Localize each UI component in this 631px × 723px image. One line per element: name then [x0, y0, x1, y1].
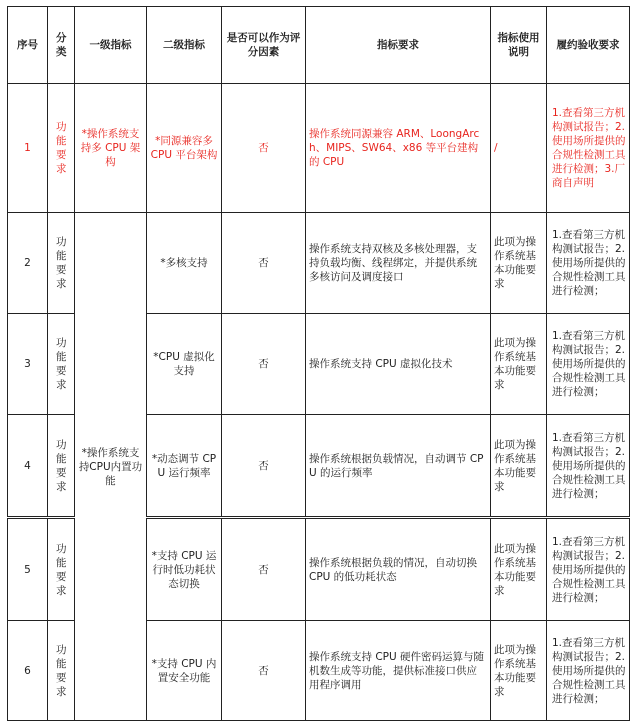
header-level2: 二级指标 [147, 7, 222, 84]
row-category: 功能要求 [48, 84, 75, 213]
row-requirement: 操作系统支持 CPU 硬件密码运算与随机数生成等功能，提供标准接口供应用程序调用 [306, 621, 491, 721]
row-category: 功能要求 [48, 621, 75, 721]
table-row [8, 213, 630, 314]
row-category: 功能要求 [48, 518, 75, 621]
row-scoring: 否 [222, 621, 306, 721]
row-requirement: 操作系统根据负载的情况，自动切换 CPU 的低功耗状态 [306, 518, 491, 621]
row-category: 功能要求 [48, 213, 75, 314]
row-usage-note: 此项为操作系统基本功能要求 [491, 314, 547, 415]
row-requirement: 操作系统根据负载情况，自动调节 CPU 的运行频率 [306, 415, 491, 518]
header-category: 分类 [48, 7, 75, 84]
row-requirement: 操作系统支持双核及多核处理器，支持负载均衡、线程绑定，并提供系统多核访问及调度接口 [306, 213, 491, 314]
row-scoring: 否 [222, 213, 306, 314]
row-requirement: 操作系统支持 CPU 虚拟化技术 [306, 314, 491, 415]
row-no: 5 [8, 518, 48, 621]
requirements-table [7, 6, 630, 721]
row-acceptance: 1.查看第三方机构测试报告；2.使用场所提供的合规性检测工具进行检测； [547, 518, 630, 621]
row-usage-note: 此项为操作系统基本功能要求 [491, 518, 547, 621]
row-level2: *动态调节 CPU 运行频率 [147, 415, 222, 518]
row-usage-note: 此项为操作系统基本功能要求 [491, 213, 547, 314]
row-level2: *同源兼容多 CPU 平台架构 [147, 84, 222, 213]
row-usage-note: 此项为操作系统基本功能要求 [491, 621, 547, 721]
row-acceptance: 1.查看第三方机构测试报告；2.使用场所提供的合规性检测工具进行检测； [547, 621, 630, 721]
row-scoring: 否 [222, 314, 306, 415]
row-acceptance: 1.查看第三方机构测试报告；2.使用场所提供的合规性检测工具进行检测； [547, 314, 630, 415]
header-requirement: 指标要求 [306, 7, 491, 84]
header-usage-note: 指标使用说明 [491, 7, 547, 84]
header-acceptance: 履约验收要求 [547, 7, 630, 84]
header-scoring: 是否可以作为评分因素 [222, 7, 306, 84]
header-row [8, 7, 630, 84]
row-acceptance: 1.查看第三方机构测试报告；2.使用场所提供的合规性检测工具进行检测； [547, 415, 630, 518]
row-no: 2 [8, 213, 48, 314]
row-acceptance: 1.查看第三方机构测试报告；2.使用场所提供的合规性检测工具进行检测；3.厂商自声明 [547, 84, 630, 213]
row-usage-note: 此项为操作系统基本功能要求 [491, 415, 547, 518]
row-level2: *多核支持 [147, 213, 222, 314]
row-level1: *操作系统支持多 CPU 架构 [75, 84, 147, 213]
row-level1: *操作系统支持CPU内置功能 [75, 213, 147, 721]
row-usage-note: / [491, 84, 547, 213]
row-level2: *CPU 虚拟化支持 [147, 314, 222, 415]
row-no: 1 [8, 84, 48, 213]
row-category: 功能要求 [48, 314, 75, 415]
header-no: 序号 [8, 7, 48, 84]
row-scoring: 否 [222, 84, 306, 213]
row-scoring: 否 [222, 415, 306, 518]
row-level2: *支持 CPU 内置安全功能 [147, 621, 222, 721]
row-level2: *支持 CPU 运行时低功耗状态切换 [147, 518, 222, 621]
row-no: 6 [8, 621, 48, 721]
row-scoring: 否 [222, 518, 306, 621]
header-level1: 一级指标 [75, 7, 147, 84]
row-no: 4 [8, 415, 48, 518]
row-category: 功能要求 [48, 415, 75, 518]
table-row [8, 84, 630, 213]
row-no: 3 [8, 314, 48, 415]
row-requirement: 操作系统同源兼容 ARM、LoongArch、MIPS、SW64、x86 等平台建构的 CPU [306, 84, 491, 213]
row-acceptance: 1.查看第三方机构测试报告；2.使用场所提供的合规性检测工具进行检测； [547, 213, 630, 314]
